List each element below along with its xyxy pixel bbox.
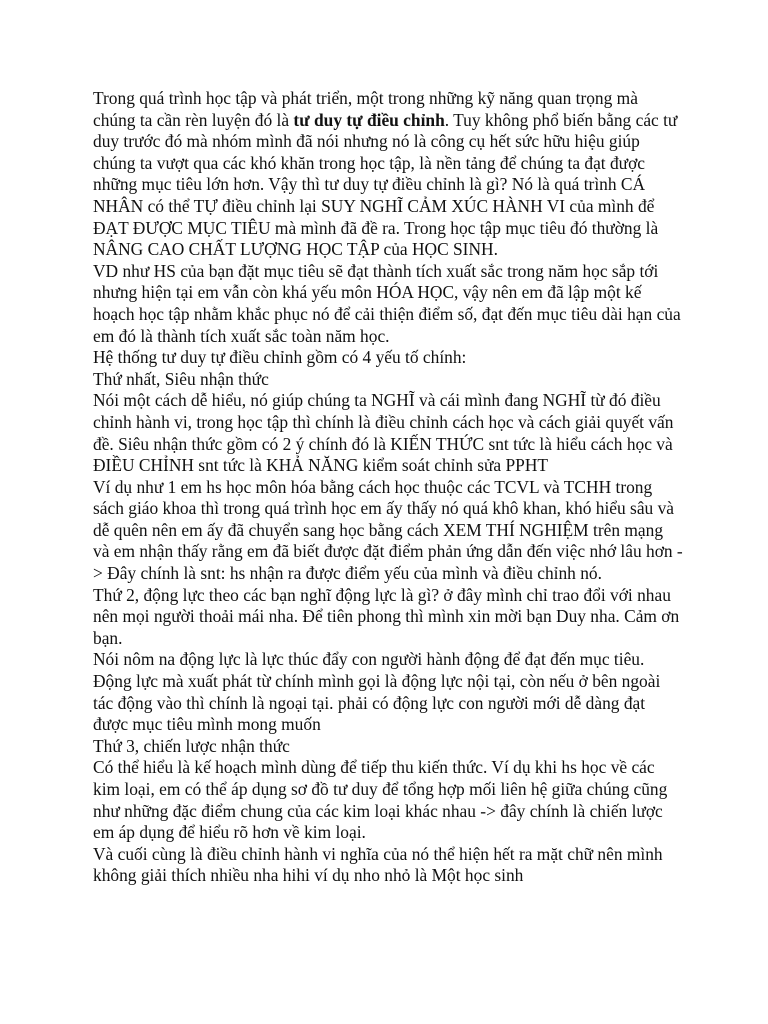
section-heading: Thứ nhất, Siêu nhận thức bbox=[93, 368, 269, 389]
document-body bbox=[93, 88, 683, 887]
paragraph: Và cuối cùng là điều chỉnh hành vi nghĩa của nó thể hiện hết ra mặt chữ nên mình không giải thích nhiều nha hihi ví dụ nho nhỏ là Một học sinh bbox=[93, 843, 663, 886]
paragraph: Nói một cách dễ hiểu, nó giúp chúng ta NGHĨ và cái mình đang NGHĨ từ đó điều chỉnh hành vi, trong học tập thì chính là điều chỉnh cách học và cách giải quyết vấn đề. Siêu nhận thức gồm có 2 ý chính đó là KIẾN THỨC snt tức là hiểu cách học và ĐIỀU CHỈNH snt tức là KHẢ NĂNG kiểm soát chỉnh sửa PPHT bbox=[93, 390, 674, 476]
section-heading: Thứ 3, chiến lược nhận thức bbox=[93, 735, 290, 756]
paragraph: VD như HS của bạn đặt mục tiêu sẽ đạt thành tích xuất sắc trong năm học sắp tới nhưng hiện tại em vẫn còn khá yếu môn HÓA HỌC, vậy nên em đã lập một kế hoạch học tập nhằm khắc phục nó để cải thiện điểm số, đạt đến mục tiêu dài hạn của em đó là thành tích xuất sắc toàn năm học. bbox=[93, 260, 681, 346]
paragraph: Ví dụ như 1 em hs học môn hóa bằng cách học thuộc các TCVL và TCHH trong sách giáo khoa thì trong quá trình học em ấy thấy nó quá khô khan, khó hiểu sâu và dễ quên nên em ấy đã chuyển sang học bằng cách XEM THÍ NGHIỆM trên mạng và em nhận thấy rằng em đã biết được đặt điểm phản ứng dẫn đến việc nhớ lâu hơn -> Đây chính là snt: hs nhận ra được điểm yếu của mình và điều chỉnh nó. bbox=[93, 476, 683, 584]
paragraph: Nói nôm na động lực là lực thúc đẩy con người hành động để đạt đến mục tiêu. Động lực mà xuất phát từ chính mình gọi là động lực nội tại, còn nếu ở bên ngoài tác động vào thì chính là ngoại tại. phải có động lực con người mới dễ dàng đạt được mục tiêu mình mong muốn bbox=[93, 649, 661, 735]
paragraph-intro-bold: tư duy tự điều chỉnh bbox=[293, 109, 445, 130]
paragraph-intro-before: Trong quá trình học tập và phát triển, một trong những kỹ năng quan trọng mà chúng ta cần rèn luyện đó là bbox=[93, 88, 638, 130]
paragraph: Có thể hiểu là kế hoạch mình dùng để tiếp thu kiến thức. Ví dụ khi hs học về các kim loại, em có thể áp dụng sơ đồ tư duy để tổng hợp mối liên hệ giữa chúng cũng như những đặc điểm chung của các kim loại khác nhau -> đây chính là chiến lược em áp dụng để hiểu rõ hơn về kim loại. bbox=[93, 757, 668, 843]
paragraph-intro-after: . Tuy không phổ biến bằng các tư duy trước đó mà nhóm mình đã nói nhưng nó là công cụ hết sức hữu hiệu giúp chúng ta vượt qua các khó khăn trong học tập, là nền tảng để chúng ta đạt được những mục tiêu lớn hơn. Vậy thì tư duy tự điều chỉnh là gì? Nó là quá trình CÁ NHÂN có thể TỰ điều chỉnh lại SUY NGHĨ CẢM XÚC HÀNH VI của mình để ĐẠT ĐƯỢC MỤC TIÊU mà mình đã đề ra. Trong học tập mục tiêu đó thường là NÂNG CAO CHẤT LƯỢNG HỌC TẬP của HỌC SINH. bbox=[93, 109, 678, 260]
paragraph: Hệ thống tư duy tự điều chỉnh gồm có 4 yếu tố chính: bbox=[93, 347, 467, 368]
paragraph-intro bbox=[93, 88, 683, 261]
paragraph: Thứ 2, động lực theo các bạn nghĩ động lực là gì? ở đây mình chỉ trao đổi với nhau nên mọi người thoải mái nha. Để tiên phong thì mình xin mời bạn Duy nha. Cảm ơn bạn. bbox=[93, 584, 680, 648]
